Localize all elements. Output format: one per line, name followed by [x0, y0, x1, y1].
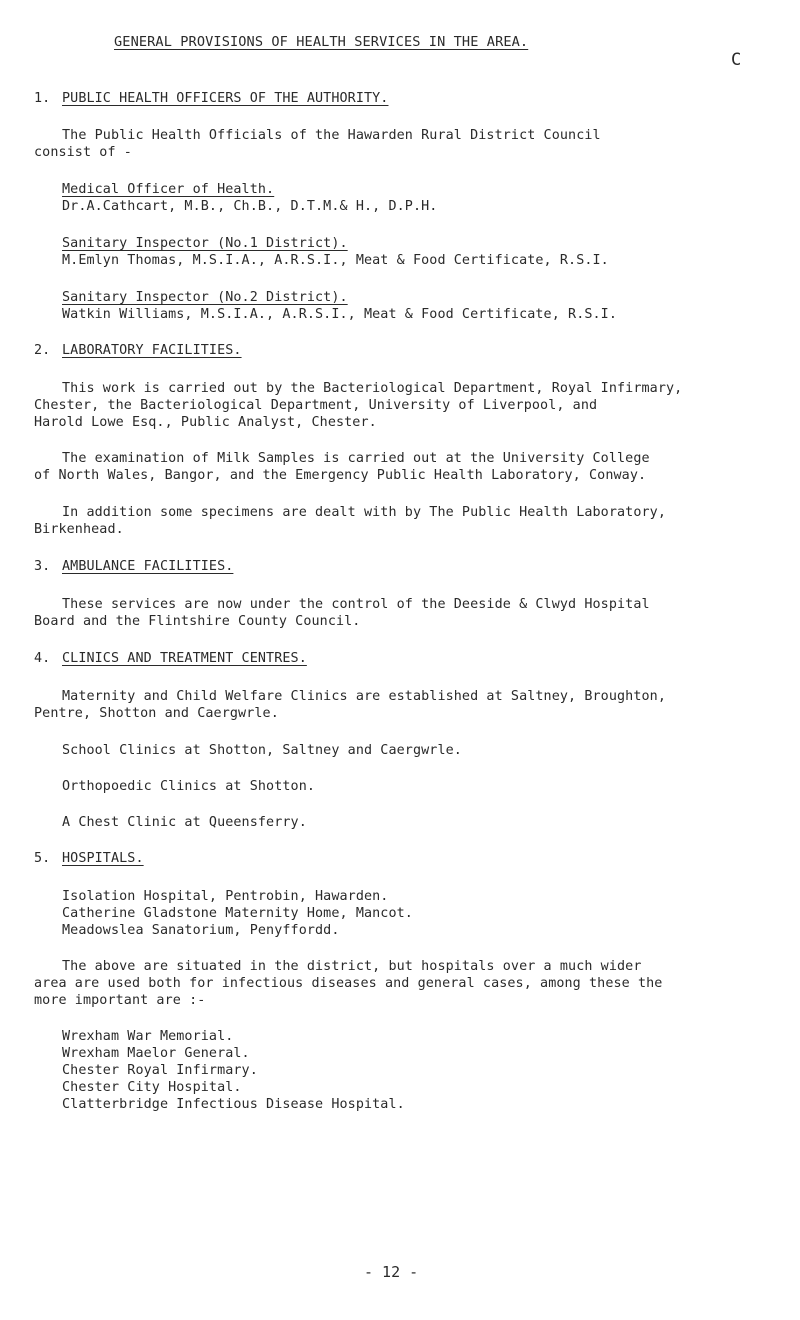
hospital-item: Chester City Hospital.: [62, 1080, 242, 1095]
paragraph-line: Chester, the Bacteriological Department, University of Liverpool, and: [34, 398, 598, 413]
section-1-heading: PUBLIC HEALTH OFFICERS OF THE AUTHORITY.: [62, 91, 389, 106]
list-item: Isolation Hospital, Pentrobin, Hawarden.: [62, 889, 389, 904]
sanitary-inspector-1-name: M.Emlyn Thomas, M.S.I.A., A.R.S.I., Meat & Food Certificate, R.S.I.: [62, 253, 609, 268]
paragraph-line: School Clinics at Shotton, Saltney and Caergwrle.: [62, 743, 462, 758]
paragraph-line: Maternity and Child Welfare Clinics are established at Saltney, Broughton,: [62, 689, 666, 704]
paragraph-line: Pentre, Shotton and Caergwrle.: [34, 706, 279, 721]
paragraph-line: Harold Lowe Esq., Public Analyst, Chester.: [34, 415, 377, 430]
hospital-item: Wrexham War Memorial.: [62, 1029, 234, 1044]
paragraph-line: These services are now under the control of the Deeside & Clwyd Hospital: [62, 597, 650, 612]
paragraph-line: more important are :-: [34, 993, 206, 1008]
section-1-intro-cont: consist of -: [34, 145, 132, 160]
paragraph-line: area are used both for infectious diseases and general cases, among these the: [34, 976, 663, 991]
section-4-number: 4.: [34, 651, 51, 666]
corner-mark: C: [731, 50, 742, 70]
section-1-intro: The Public Health Officials of the Hawarden Rural District Council: [62, 128, 601, 143]
paragraph-line: Orthopoedic Clinics at Shotton.: [62, 779, 316, 794]
paragraph-line: In addition some specimens are dealt with by The Public Health Laboratory,: [62, 505, 666, 520]
hospital-item: Clatterbridge Infectious Disease Hospital.: [62, 1097, 405, 1112]
section-2-heading: LABORATORY FACILITIES.: [62, 343, 242, 358]
paragraph-line: of North Wales, Bangor, and the Emergency Public Health Laboratory, Conway.: [34, 468, 647, 483]
paragraph-line: Board and the Flintshire County Council.: [34, 614, 361, 629]
section-1-number: 1.: [34, 91, 51, 106]
list-item: Catherine Gladstone Maternity Home, Mancot.: [62, 906, 413, 921]
sanitary-inspector-1-title: Sanitary Inspector (No.1 District).: [62, 236, 348, 251]
list-item: Meadowslea Sanatorium, Penyffordd.: [62, 923, 340, 938]
section-3-heading: AMBULANCE FACILITIES.: [62, 559, 234, 574]
section-2-number: 2.: [34, 343, 51, 358]
paragraph-line: This work is carried out by the Bacteriological Department, Royal Infirmary,: [62, 381, 683, 396]
page-number: - 12 -: [364, 1263, 419, 1281]
hospital-item: Chester Royal Infirmary.: [62, 1063, 258, 1078]
paragraph-line: A Chest Clinic at Queensferry.: [62, 815, 307, 830]
sanitary-inspector-2-name: Watkin Williams, M.S.I.A., A.R.S.I., Meat & Food Certificate, R.S.I.: [62, 307, 618, 322]
paragraph-line: The above are situated in the district, but hospitals over a much wider: [62, 959, 642, 974]
medical-officer-title: Medical Officer of Health.: [62, 182, 275, 197]
section-4-heading: CLINICS AND TREATMENT CENTRES.: [62, 651, 307, 666]
section-3-number: 3.: [34, 559, 51, 574]
page-title: GENERAL PROVISIONS OF HEALTH SERVICES IN THE AREA.: [114, 34, 529, 50]
paragraph-line: The examination of Milk Samples is carried out at the University College: [62, 451, 650, 466]
paragraph-line: Birkenhead.: [34, 522, 124, 537]
section-5-heading: HOSPITALS.: [62, 851, 144, 866]
hospital-item: Wrexham Maelor General.: [62, 1046, 250, 1061]
medical-officer-name: Dr.A.Cathcart, M.B., Ch.B., D.T.M.& H., D.P.H.: [62, 199, 438, 214]
sanitary-inspector-2-title: Sanitary Inspector (No.2 District).: [62, 290, 348, 305]
section-5-number: 5.: [34, 851, 51, 866]
